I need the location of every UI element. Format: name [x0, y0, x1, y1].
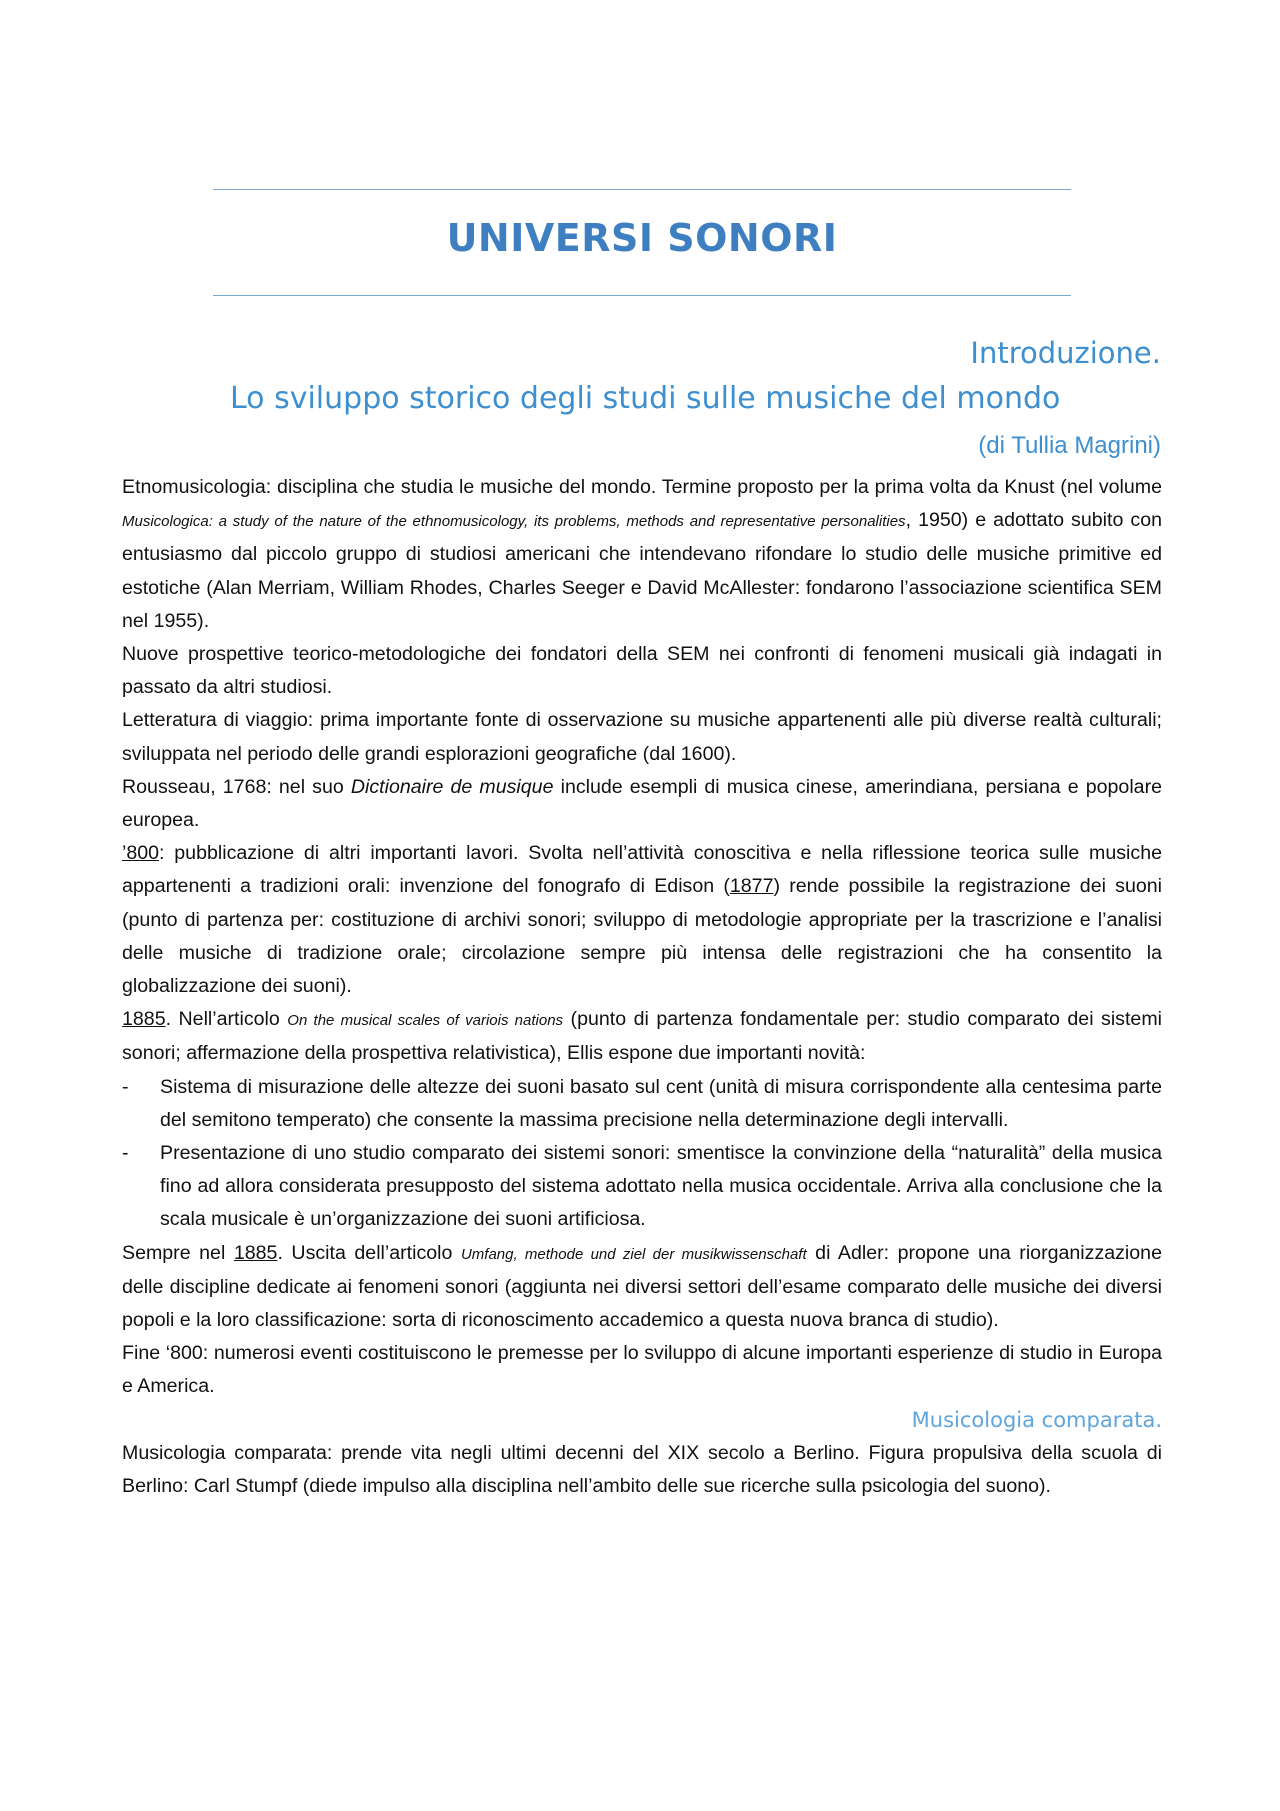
- paragraph-musicologia-comparata: Musicologia comparata: prende vita negli ultimi decenni del XIX secolo a Berlino. Figura propulsiva della scuola di Berlino: Carl Stumpf (diede impulso alla disciplina nell’ambito delle sue ricerche sulla psicologia del suono).: [122, 1441, 1162, 1497]
- author-credit: (di Tullia Magrini): [978, 432, 1161, 459]
- underlined-date: ’800: [122, 842, 160, 865]
- text: di Adler: propone una riorganizzazione delle discipline dedicate ai fenomeni sonori (aggiunta nei diversi settori dell’esame comparato delle musiche dei diversi popoli e la loro classificazione: sorta di riconoscimento accademico a questa nuova branca di studio).: [122, 1241, 1162, 1332]
- paragraph-etnomusicologia: [122, 471, 1162, 638]
- book-title: Dictionaire de musique: [350, 775, 554, 798]
- document-body: [122, 471, 1162, 1503]
- paragraph-fine-800: Fine ‘800: numerosi eventi costituiscono le premesse per lo sviluppo di alcune importanti esperienze di studio in Europa e America.: [122, 1342, 1162, 1398]
- text: . Uscita dell’articolo: [277, 1241, 461, 1264]
- document-title: UNIVERSI SONORI: [446, 216, 838, 260]
- article-title: On the musical scales of variois nations: [287, 1012, 564, 1030]
- article-title: Umfang, methode und ziel der musikwissenschaft: [460, 1245, 807, 1263]
- paragraph-rousseau: [122, 771, 1162, 837]
- text: Sempre nel: [122, 1241, 234, 1264]
- paragraph-ellis: [122, 1003, 1162, 1070]
- text: : pubblicazione di altri importanti lavori. Svolta nell’attività conoscitiva e nella riflessione teorica sulle musiche appartenenti a tradizioni orali: invenzione del fonografo di Edison (: [122, 842, 1162, 898]
- paragraph-letteratura-viaggio: Letteratura di viaggio: prima importante fonte di osservazione su musiche appartenenti alle più diverse realtà culturali; sviluppata nel periodo delle grandi esplorazioni geografiche (dal 1600).: [122, 709, 1162, 765]
- paragraph-adler: [122, 1237, 1162, 1338]
- book-title: Musicologica: a study of the nature of the ethnomusicology, its problems, methods and representative personalities: [122, 513, 906, 531]
- section-heading-musicologia-comparata: Musicologia comparata.: [911, 1407, 1162, 1432]
- list-item: [122, 1137, 1162, 1237]
- text: , 1950) e adottato subito con entusiasmo dal piccolo gruppo di studiosi americani che intendevano rifondare lo studio delle musiche primitive ed estotiche (Alan Merriam, William Rhodes, Charles Seeger e David McAllester: fondarono l’associazione scientifica SEM nel 1955).: [122, 509, 1162, 632]
- text: Rousseau, 1768: nel suo: [122, 775, 351, 798]
- paragraph-sem: Nuove prospettive teorico-metodologiche dei fondatori della SEM nei confronti di fenomeni musicali già indagati in passato da altri studiosi.: [122, 643, 1162, 699]
- chapter-subtitle: Lo sviluppo storico degli studi sulle musiche del mondo: [230, 381, 1061, 416]
- text: include esempli di musica cinese, amerindiana, persiana e popolare europea.: [122, 775, 1162, 832]
- ellis-novelties-list: [122, 1071, 1162, 1237]
- intro-heading: Introduzione.: [970, 336, 1161, 370]
- list-item: [122, 1071, 1162, 1137]
- dash-bullet: -: [122, 1075, 129, 1098]
- text: Etnomusicologia: disciplina che studia le musiche del mondo. Termine proposto per la prima volta da Knust (nel volume: [122, 476, 1162, 498]
- text: ) rende possibile la registrazione dei suoni (punto di partenza per: costituzione di archivi sonori; sviluppo di metodologie appropriate per la trascrizione e l’analisi delle musiche di tradizione orale; circolazione sempre più intensa delle registrazioni che ha consentito la globalizzazione dei suoni).: [122, 875, 1162, 998]
- underlined-date: 1877: [729, 875, 774, 898]
- text: (punto di partenza fondamentale per: studio comparato dei sistemi sonori; affermazione della prospettiva relativistica), Ellis espone due importanti novità:: [122, 1008, 1162, 1065]
- underlined-date: 1885: [233, 1241, 278, 1264]
- list-item-text: Presentazione di uno studio comparato dei sistemi sonori: smentisce la convinzione della “naturalità” della musica fino ad allora considerata presupposto del sistema adottato nella musica occidentale. Arriva alla conclusione che la scala musicale è un’organizzazione dei suoni artificiosa.: [160, 1142, 1162, 1231]
- text: . Nell’articolo: [165, 1008, 288, 1031]
- underlined-date: 1885: [122, 1008, 166, 1031]
- list-item-text: Sistema di misurazione delle altezze dei suoni basato sul cent (unità di misura corrispondente alla centesima parte del semitono temperato) che consente la massima precisione nella determinazione degli intervalli.: [160, 1075, 1162, 1131]
- title-bottom-rule: [213, 295, 1071, 296]
- title-top-rule: [213, 189, 1071, 190]
- paragraph-800: [122, 837, 1162, 1003]
- dash-bullet: -: [122, 1142, 129, 1165]
